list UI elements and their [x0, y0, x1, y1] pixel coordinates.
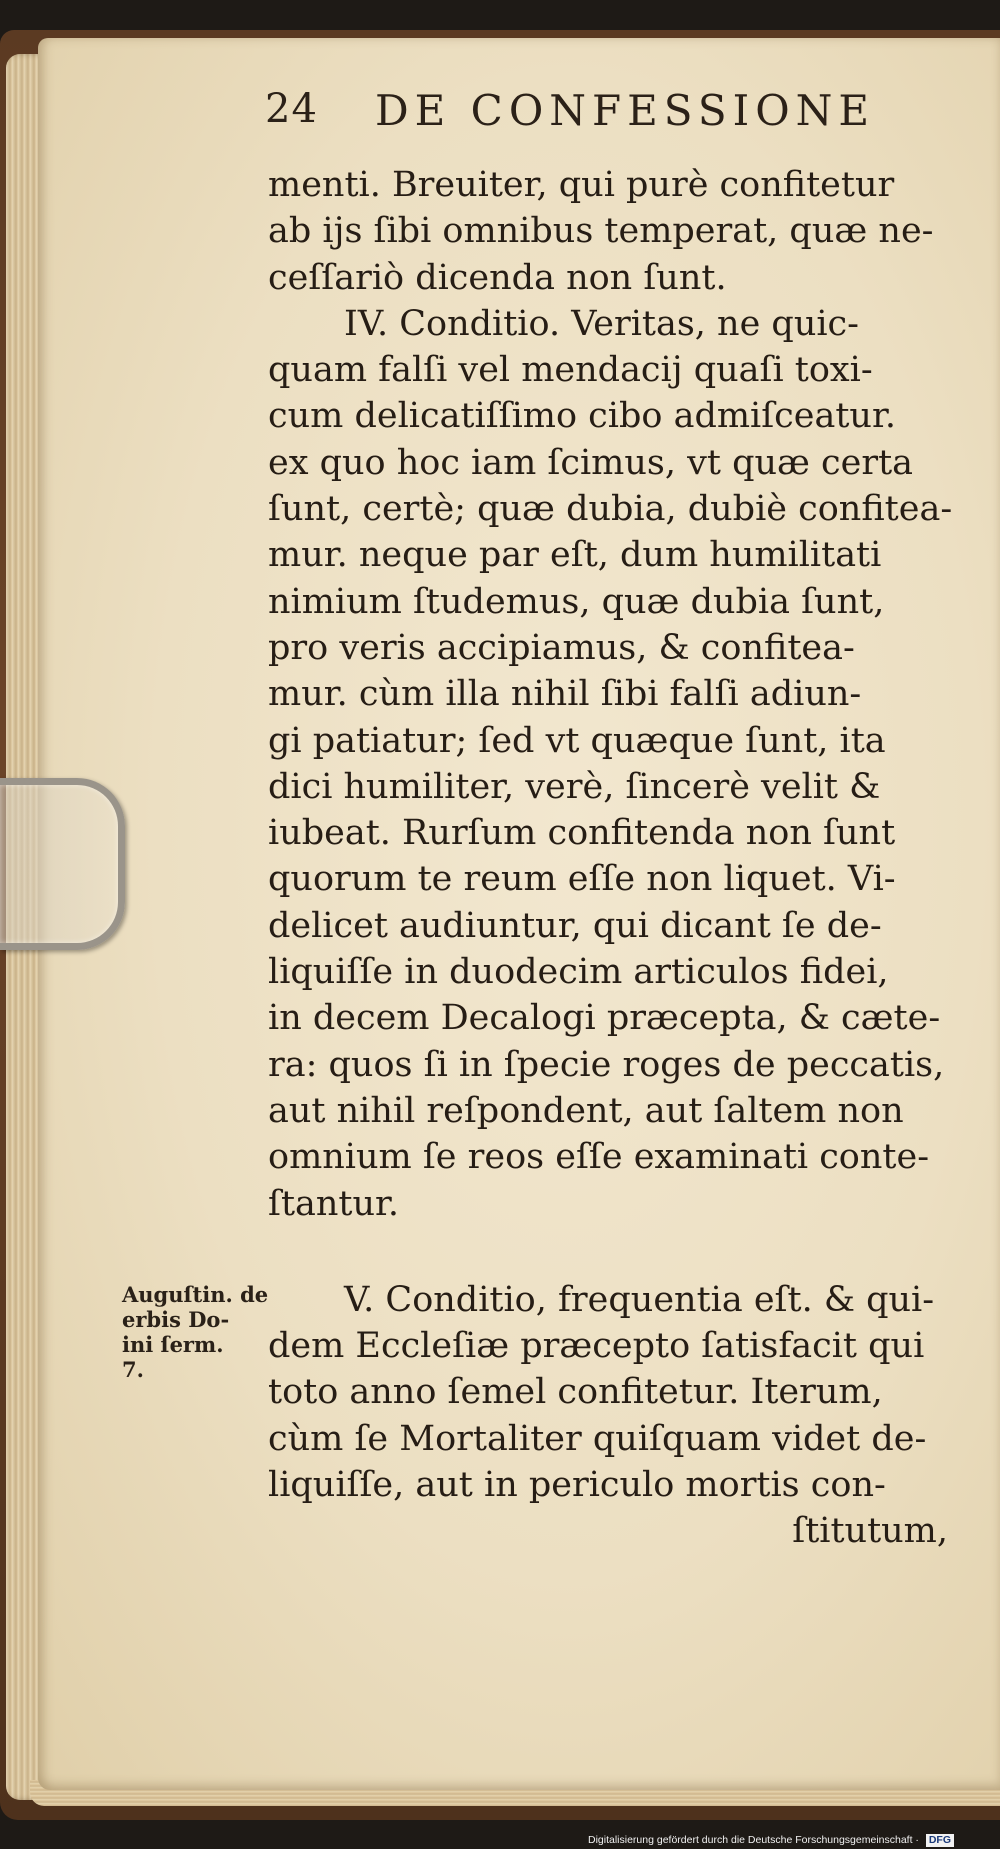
text-line: pro veris accipiamus, & confitea-	[268, 627, 855, 668]
text-line: ra: quos ſi in ſpecie roges de peccatis,	[268, 1044, 945, 1085]
marginal-line: ini ſerm.	[122, 1332, 224, 1357]
text-line: toto anno ſemel confitetur. Iterum,	[268, 1372, 883, 1413]
text-line: ex quo hoc iam ſcimus, vt quæ certa	[268, 442, 914, 483]
text-line: aut nihil reſpondent, aut ſaltem non	[268, 1090, 904, 1131]
page-number: 24	[265, 86, 318, 132]
text-line: delicet audiuntur, qui dicant ſe de-	[268, 905, 882, 946]
text-line: gi patiatur; ſed vt quæque ſunt, ita	[268, 720, 886, 761]
text-line: mur. neque par eſt, dum humilitati	[268, 535, 882, 576]
marginal-note	[122, 1282, 282, 1382]
text-line: ceſſariò dicenda non ſunt.	[268, 257, 727, 298]
credit-text: Digitalisierung gefördert durch die Deutsche Forschungsgemeinschaft ·	[588, 1834, 919, 1846]
text-line: ſtantur.	[268, 1183, 400, 1224]
marginal-line: 7.	[122, 1357, 144, 1382]
text-line: liquiſſe in duodecim articulos fidei,	[268, 952, 889, 993]
catchword: ſtitutum,	[792, 1511, 948, 1552]
marginal-line: Auguſtin. de	[122, 1282, 269, 1307]
text-line: V. Conditio, frequentia eſt. & qui-	[344, 1279, 935, 1320]
dfg-logo: DFG	[926, 1834, 954, 1847]
page-header	[255, 80, 895, 140]
text-line: dem Eccleſiæ præcepto ſatisfacit qui	[268, 1326, 925, 1367]
paragraph-gap	[268, 1227, 958, 1277]
text-line: liquiſſe, aut in periculo mortis con-	[268, 1465, 886, 1506]
text-line: menti. Breuiter, qui purè confitetur	[268, 165, 895, 205]
bookmark-clip	[0, 778, 125, 950]
text-line: quorum te reum eſſe non liquet. Vi-	[268, 859, 896, 900]
text-line: nimium ſtudemus, quæ dubia ſunt,	[268, 581, 885, 622]
text-line: dici humiliter, verè, ſincerè velit &	[268, 766, 881, 807]
marginal-line: erbis Do-	[122, 1307, 230, 1332]
text-line: IV. Conditio. Veritas, ne quic-	[344, 303, 859, 344]
text-line: cùm ſe Mortaliter quiſquam videt de-	[268, 1418, 927, 1459]
digitization-credit	[588, 1832, 1000, 1849]
running-head: DE CONFESSIONE	[375, 86, 876, 135]
text-line: mur. cùm illa nihil ſibi falſi adiun-	[268, 674, 862, 715]
text-line: ſunt, certè; quæ dubia, dubiè confitea-	[268, 489, 953, 530]
text-line: in decem Decalogi præcepta, & cæte-	[268, 998, 941, 1039]
text-line: iubeat. Rurſum confitenda non ſunt	[268, 813, 896, 854]
text-line: quam falſi vel mendacij quaſi toxi-	[268, 350, 873, 391]
main-text	[268, 162, 958, 1555]
text-line: cum delicatiſſimo cibo admiſceatur.	[268, 396, 896, 437]
text-line: ab ijs ſibi omnibus temperat, quæ ne-	[268, 211, 934, 252]
text-line: omnium ſe reos eſſe examinati conte-	[268, 1137, 930, 1178]
